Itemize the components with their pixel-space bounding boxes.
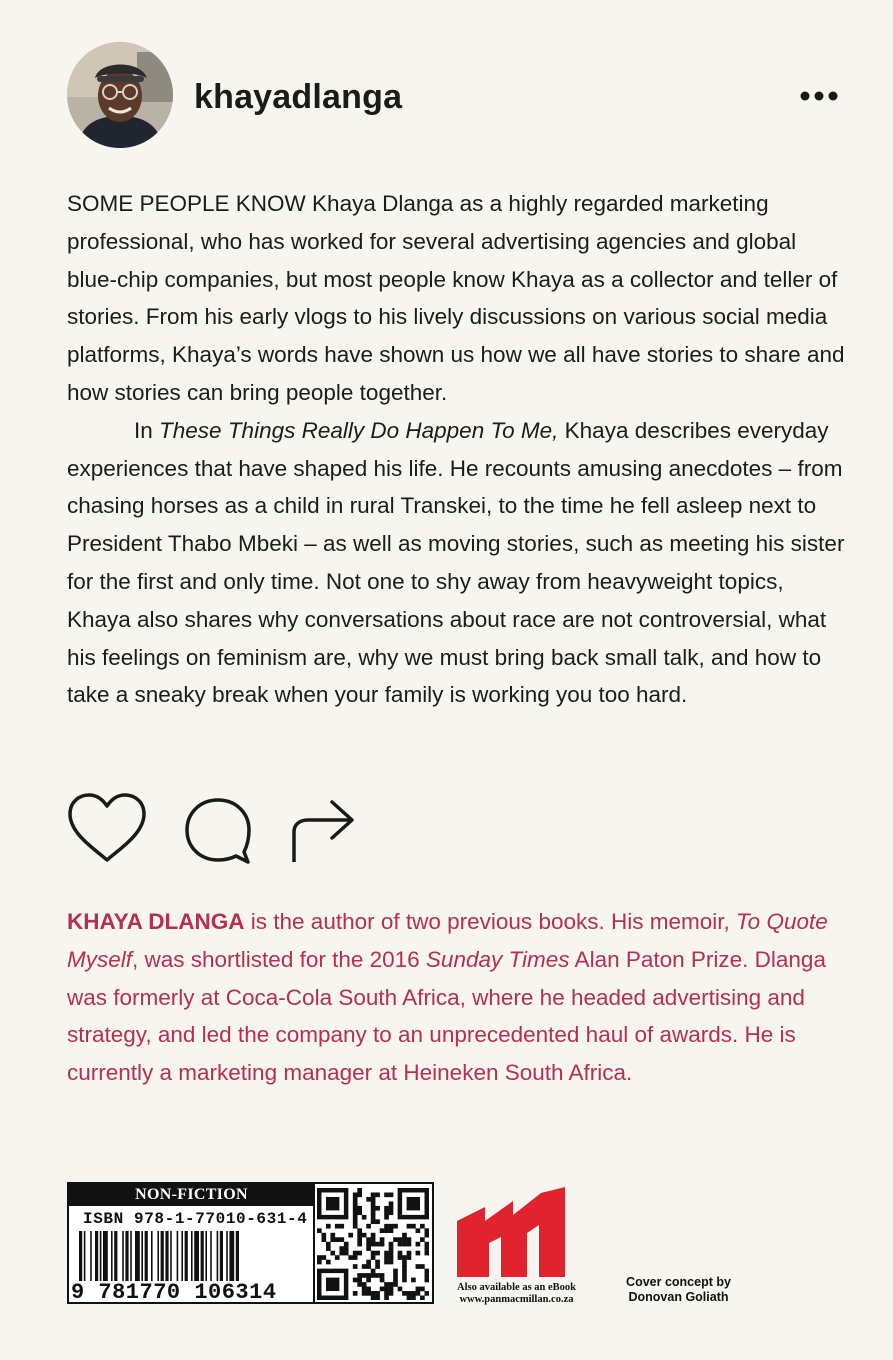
publisher-website[interactable]: www.panmacmillan.co.za	[459, 1294, 574, 1305]
comment-icon[interactable]	[182, 794, 254, 871]
ebook-note	[449, 1282, 584, 1306]
barcode-box	[67, 1182, 434, 1304]
credit-line-2: Donovan Goliath	[628, 1290, 729, 1304]
author-bio	[67, 903, 847, 1092]
isbn-label: ISBN 978-1-77010-631-4	[83, 1210, 308, 1228]
qr-code[interactable]	[317, 1188, 429, 1300]
para2-lead: In	[134, 417, 160, 443]
cover-credit	[616, 1275, 741, 1305]
bio-text-2: , was shortlisted for the 2016	[132, 946, 426, 972]
avatar[interactable]	[67, 42, 173, 148]
barcode	[77, 1231, 305, 1281]
bio-text-1: is the author of two previous books. His memoir,	[244, 909, 736, 934]
avatar-photo	[67, 42, 173, 148]
barcode-divider	[313, 1184, 315, 1302]
bio-text-3: Alan Paton Prize. Dlanga was formerly at Coca-Cola South Africa, where he headed advertising and strategy, and led the company to an unprecedented haul of awards. He is currently a marketing manager at Heineken South Africa.	[67, 946, 826, 1086]
heart-icon[interactable]	[66, 790, 148, 871]
post-actions	[66, 790, 366, 870]
pan-macmillan-logo	[455, 1185, 567, 1281]
category-label: NON-FICTION	[69, 1184, 314, 1206]
ean-number: 9 781770 106314	[71, 1280, 277, 1305]
more-options-icon[interactable]	[798, 88, 840, 104]
memoir-title: To Quote Myself	[67, 909, 828, 972]
description-paragraph-2	[67, 412, 847, 714]
book-title: These Things Really Do Happen To Me,	[159, 417, 559, 443]
username[interactable]: khayadlanga	[194, 78, 403, 116]
ebook-availability: Also available as an eBook	[456, 1282, 577, 1293]
book-description	[67, 185, 847, 714]
para2-rest: Khaya describes everyday experiences that have shaped his life. He recounts amusing anecdotes – from chasing horses as a child in rural Transkei, to the time he fell asleep next to President Thabo Mbeki – as well as moving stories, such as meeting his sister for the first and only time. Not one to shy away from heavyweight topics, Khaya also shares why conversations about race are not controversial, what his feelings on feminism are, why we must bring back small talk, and how to take a sneaky break when your family is working you too hard.	[67, 417, 845, 708]
description-paragraph-1: SOME PEOPLE KNOW Khaya Dlanga as a highly regarded marketing professional, who has worked for several advertising agencies and global blue-chip companies, but most people know Khaya as a collector and teller of stories. From his early vlogs to his lively discussions on various social media platforms, Khaya’s words have shown us how we all have stories to share and how stories can bring people together.	[67, 191, 845, 405]
newspaper-title: Sunday Times	[425, 946, 570, 972]
share-icon[interactable]	[288, 790, 360, 871]
author-name: KHAYA DLANGA	[67, 909, 245, 934]
credit-line-1: Cover concept by	[626, 1275, 731, 1289]
